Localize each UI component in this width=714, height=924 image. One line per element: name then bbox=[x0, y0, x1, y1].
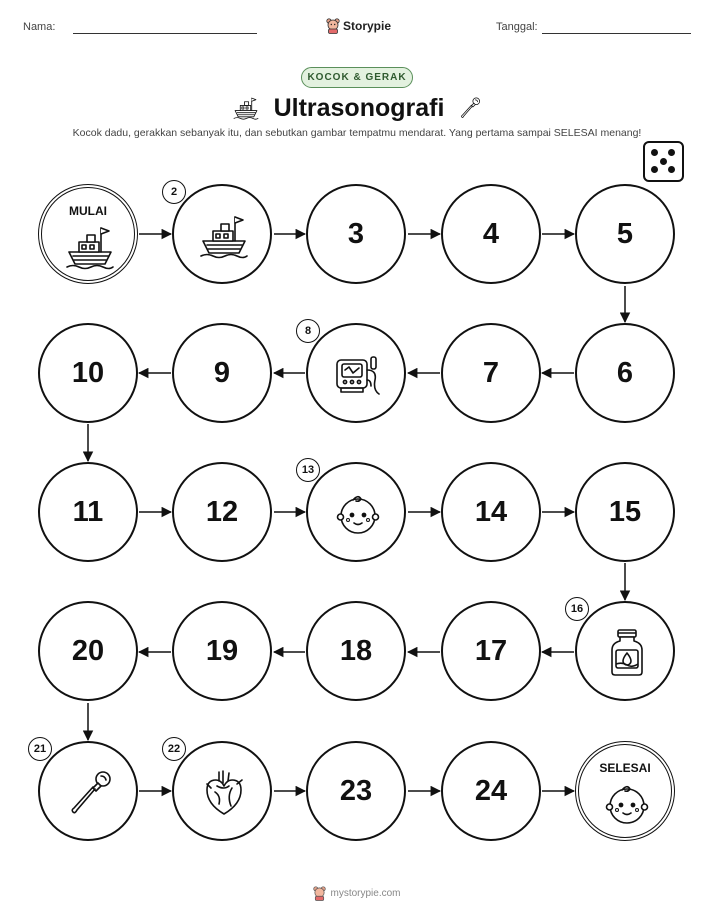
space-number-badge: 2 bbox=[162, 180, 186, 204]
space-number: 20 bbox=[71, 634, 105, 667]
board-space-13 bbox=[301, 462, 406, 562]
board-space-19 bbox=[172, 601, 272, 701]
board-space-10 bbox=[38, 323, 138, 423]
board-space-12 bbox=[172, 462, 272, 562]
space-number: 5 bbox=[616, 217, 634, 250]
board-space-5 bbox=[575, 184, 675, 284]
board-space-6 bbox=[575, 323, 675, 423]
board-space-2 bbox=[172, 184, 272, 284]
space-number: 9 bbox=[213, 356, 231, 389]
footer bbox=[0, 886, 714, 901]
page-title: Ultrasonografi bbox=[273, 93, 445, 122]
board-space-15 bbox=[575, 462, 675, 562]
space-number: 17 bbox=[474, 634, 508, 667]
board-space-18 bbox=[306, 601, 406, 701]
space-number-badge: 22 bbox=[162, 737, 186, 761]
space-number: 4 bbox=[482, 217, 500, 250]
space-number: 19 bbox=[205, 634, 239, 667]
finish-label: SELESAI bbox=[599, 761, 651, 775]
footer-website[interactable]: mystorypie.com bbox=[330, 888, 401, 899]
ultrasound-probe-icon bbox=[65, 768, 115, 818]
space-number: 10 bbox=[71, 356, 105, 389]
space-number: 18 bbox=[339, 634, 373, 667]
board-space-20 bbox=[38, 601, 138, 701]
start-space bbox=[38, 184, 138, 284]
board-space-3 bbox=[306, 184, 406, 284]
instructions: Kocok dadu, gerakkan sebanyak itu, dan sebutkan gambar tempatmu mendarat. Yang pertama sampai SELESAI menang! bbox=[72, 127, 642, 139]
baby-face-icon bbox=[602, 779, 652, 829]
space-number: 11 bbox=[72, 495, 104, 528]
baby-face-icon bbox=[333, 489, 383, 539]
gel-bottle-icon bbox=[602, 628, 652, 678]
heart-icon bbox=[199, 768, 249, 818]
space-number: 6 bbox=[616, 356, 634, 389]
space-number: 24 bbox=[474, 774, 508, 807]
name-label: Nama: bbox=[23, 21, 56, 33]
brand-name: Storypie bbox=[343, 19, 392, 33]
board-space-4 bbox=[441, 184, 541, 284]
board-space-17 bbox=[441, 601, 541, 701]
space-number: 14 bbox=[474, 495, 508, 528]
space-number: 7 bbox=[482, 356, 500, 389]
board-space-21 bbox=[33, 741, 138, 841]
space-number-badge: 13 bbox=[296, 458, 320, 482]
date-label: Tanggal: bbox=[496, 21, 538, 33]
space-number-badge: 21 bbox=[28, 737, 52, 761]
board-space-7 bbox=[441, 323, 541, 423]
board-space-22 bbox=[167, 741, 272, 841]
board-space-23 bbox=[306, 741, 406, 841]
board-space-8 bbox=[306, 323, 406, 423]
board-space-11 bbox=[38, 462, 138, 562]
space-number: 3 bbox=[347, 217, 365, 250]
game-type-badge: KOCOK & GERAK bbox=[301, 67, 413, 88]
board-space-24 bbox=[441, 741, 541, 841]
board-space-16 bbox=[570, 601, 675, 701]
start-label: MULAI bbox=[69, 204, 107, 218]
space-number: 15 bbox=[608, 495, 642, 528]
space-number: 23 bbox=[339, 774, 373, 807]
board-space-9 bbox=[172, 323, 272, 423]
ultrasound-machine-icon bbox=[333, 350, 383, 400]
bear-icon bbox=[313, 886, 326, 901]
space-number-badge: 8 bbox=[296, 319, 320, 343]
board-space-14 bbox=[441, 462, 541, 562]
boat-icon bbox=[65, 222, 115, 272]
space-number: 12 bbox=[205, 495, 239, 528]
space-number-badge: 16 bbox=[565, 597, 589, 621]
finish-space bbox=[575, 741, 675, 841]
boat-icon bbox=[199, 211, 249, 261]
